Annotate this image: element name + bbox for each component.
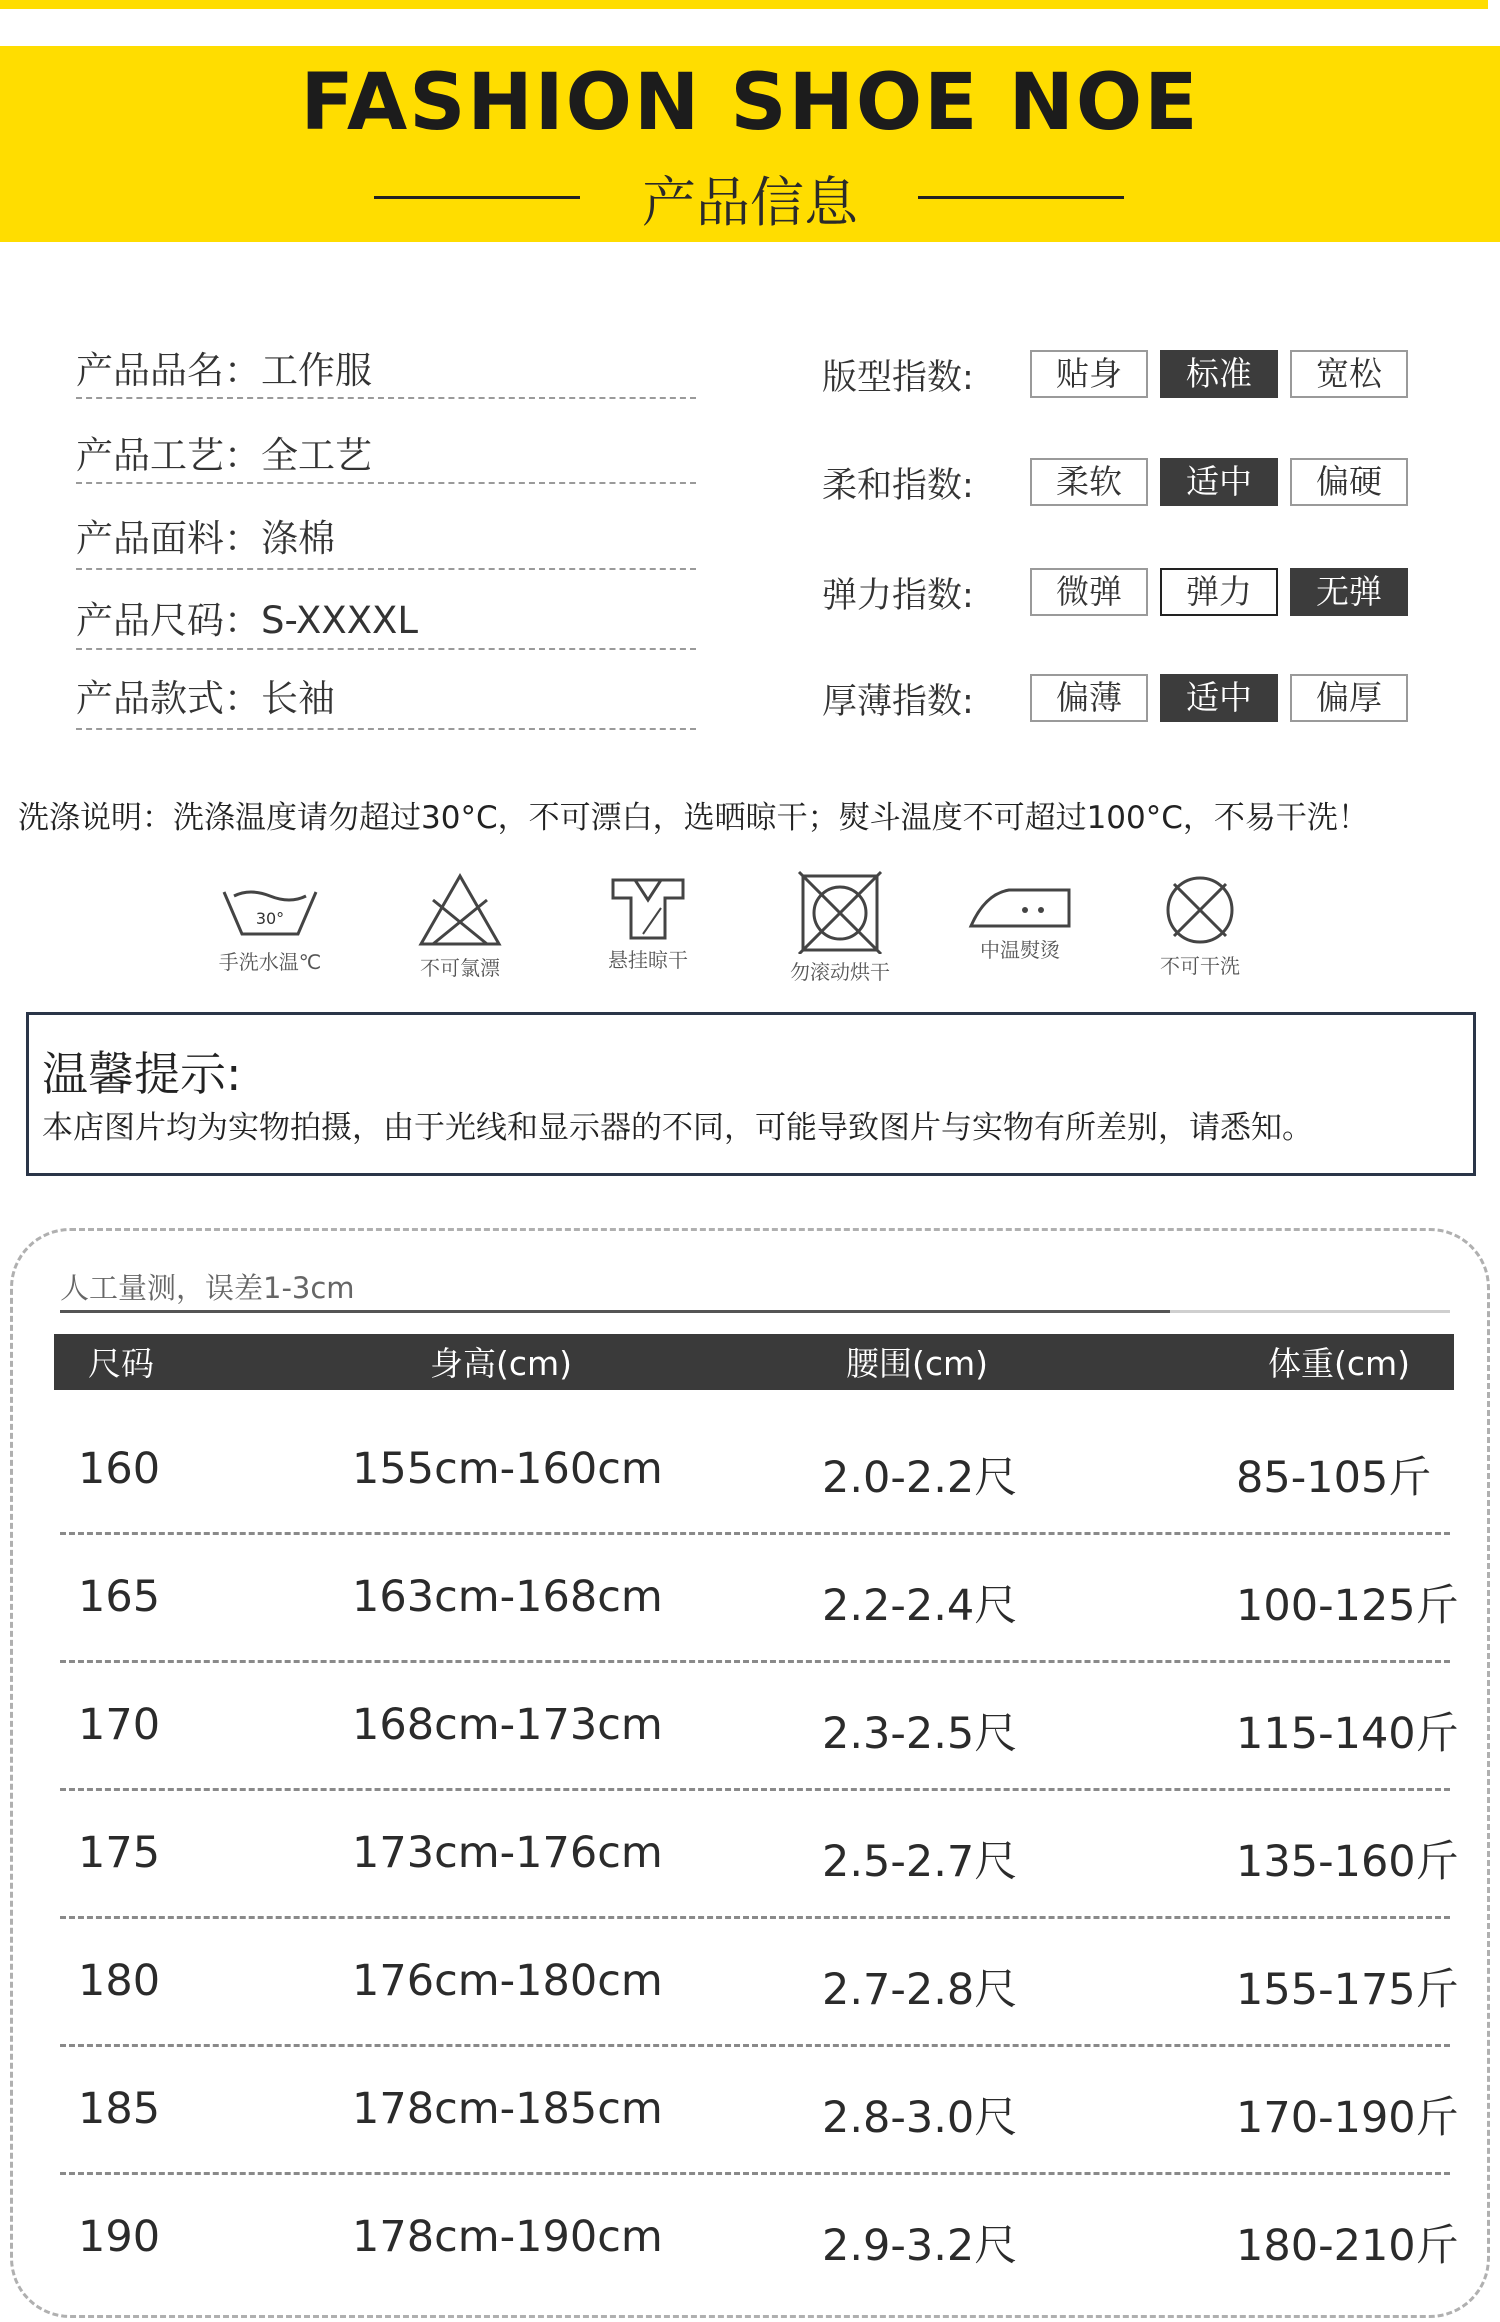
header-size: 尺码	[88, 1344, 154, 1383]
top-accent-line	[0, 0, 1488, 9]
thickness-option-thick: 偏厚	[1290, 674, 1408, 722]
no-tumble-dry-icon	[770, 868, 910, 985]
cell-waist: 2.2-2.4尺	[822, 1581, 1018, 1631]
thickness-option-medium: 适中	[1160, 674, 1278, 722]
cell-size: 170	[78, 1700, 161, 1750]
cell-weight: 100-125斤	[1236, 1581, 1459, 1631]
row-divider	[60, 1532, 1450, 1535]
cell-size: 175	[78, 1828, 161, 1878]
cell-waist: 2.0-2.2尺	[822, 1453, 1018, 1503]
icon-caption: 手洗水温℃	[218, 950, 322, 974]
subtitle-rule-right	[918, 196, 1124, 199]
cell-weight: 135-160斤	[1236, 1837, 1459, 1887]
elasticity-option-slight: 微弹	[1030, 568, 1148, 616]
cell-weight: 180-210斤	[1236, 2221, 1459, 2271]
tip-title: 温馨提示:	[42, 1047, 242, 1101]
icon-caption: 不可干洗	[1160, 954, 1240, 978]
header-height: 身高(cm)	[430, 1344, 573, 1383]
fit-option-slim: 贴身	[1030, 350, 1148, 398]
cell-waist: 2.9-3.2尺	[822, 2221, 1018, 2271]
no-dry-clean-icon	[1130, 872, 1270, 979]
cell-height: 173cm-176cm	[352, 1828, 663, 1878]
header-weight: 体重(cm)	[1268, 1344, 1411, 1383]
elasticity-option-stretch: 弹力	[1160, 568, 1278, 616]
cell-weight: 115-140斤	[1236, 1709, 1459, 1759]
tub-label: 30°	[255, 909, 285, 928]
no-bleach-icon	[390, 870, 530, 981]
fit-option-loose: 宽松	[1290, 350, 1408, 398]
brand-title: FASHION SHOE NOE	[300, 58, 1200, 148]
icon-caption: 勿滚动烘干	[790, 960, 890, 984]
page-subtitle: 产品信息	[642, 171, 858, 234]
cell-height: 168cm-173cm	[352, 1700, 663, 1750]
softness-option-medium: 适中	[1160, 458, 1278, 506]
iron-medium-icon	[950, 880, 1090, 963]
cell-height: 178cm-185cm	[352, 2084, 663, 2134]
cell-waist: 2.5-2.7尺	[822, 1837, 1018, 1887]
row-divider	[60, 1788, 1450, 1791]
hang-dry-icon	[578, 872, 718, 973]
icon-caption: 不可氯漂	[420, 956, 500, 980]
header-waist: 腰围(cm)	[846, 1344, 989, 1383]
cell-size: 160	[78, 1444, 161, 1494]
cell-size: 165	[78, 1572, 161, 1622]
cell-height: 155cm-160cm	[352, 1444, 663, 1494]
cell-height: 163cm-168cm	[352, 1572, 663, 1622]
measurement-rule-dark	[60, 1310, 1170, 1313]
size-table-frame	[10, 1228, 1490, 2318]
row-divider	[60, 2044, 1450, 2047]
row-divider	[60, 1660, 1450, 1663]
cell-height: 176cm-180cm	[352, 1956, 663, 2006]
measurement-note: 人工量测，误差1-3cm	[60, 1271, 355, 1305]
cell-weight: 170-190斤	[1236, 2093, 1459, 2143]
row-divider	[60, 2172, 1450, 2175]
washing-instructions: 洗涤说明：洗涤温度请勿超过30°C，不可漂白，选晒晾干；熨斗温度不可超过100°C，不易干洗！	[18, 800, 1369, 836]
elasticity-option-none: 无弹	[1290, 568, 1408, 616]
fit-index-label: 版型指数:	[822, 358, 974, 398]
tip-box	[26, 1012, 1476, 1176]
info-product-fabric: 产品面料：涤棉	[76, 517, 335, 560]
thickness-index-label: 厚薄指数:	[822, 682, 974, 722]
softness-option-hard: 偏硬	[1290, 458, 1408, 506]
cell-waist: 2.8-3.0尺	[822, 2093, 1018, 2143]
tip-text: 本店图片均为实物拍摄，由于光线和显示器的不同，可能导致图片与实物有所差别，请悉知。	[42, 1110, 1313, 1146]
info-divider	[76, 728, 696, 730]
icon-caption: 中温熨烫	[980, 938, 1060, 962]
hand-wash-icon	[200, 884, 340, 975]
fit-option-standard: 标准	[1160, 350, 1278, 398]
cell-size: 180	[78, 1956, 161, 2006]
info-divider	[76, 482, 696, 484]
row-divider	[60, 1916, 1450, 1919]
cell-size: 190	[78, 2212, 161, 2262]
cell-waist: 2.3-2.5尺	[822, 1709, 1018, 1759]
cell-weight: 85-105斤	[1236, 1453, 1432, 1503]
info-divider	[76, 397, 696, 399]
info-product-craft: 产品工艺：全工艺	[76, 434, 372, 477]
info-product-name: 产品品名：工作服	[76, 349, 372, 392]
cell-waist: 2.7-2.8尺	[822, 1965, 1018, 2015]
softness-option-soft: 柔软	[1030, 458, 1148, 506]
info-divider	[76, 648, 696, 650]
icon-caption: 悬挂晾干	[608, 948, 688, 972]
thickness-option-thin: 偏薄	[1030, 674, 1148, 722]
elasticity-index-label: 弹力指数:	[822, 576, 974, 616]
softness-index-label: 柔和指数:	[822, 466, 974, 506]
cell-weight: 155-175斤	[1236, 1965, 1459, 2015]
cell-size: 185	[78, 2084, 161, 2134]
info-divider	[76, 568, 696, 570]
size-table-header	[54, 1334, 1454, 1390]
info-product-size: 产品尺码：S-XXXXL	[76, 599, 418, 642]
cell-height: 178cm-190cm	[352, 2212, 663, 2262]
info-product-style: 产品款式：长袖	[76, 677, 335, 720]
